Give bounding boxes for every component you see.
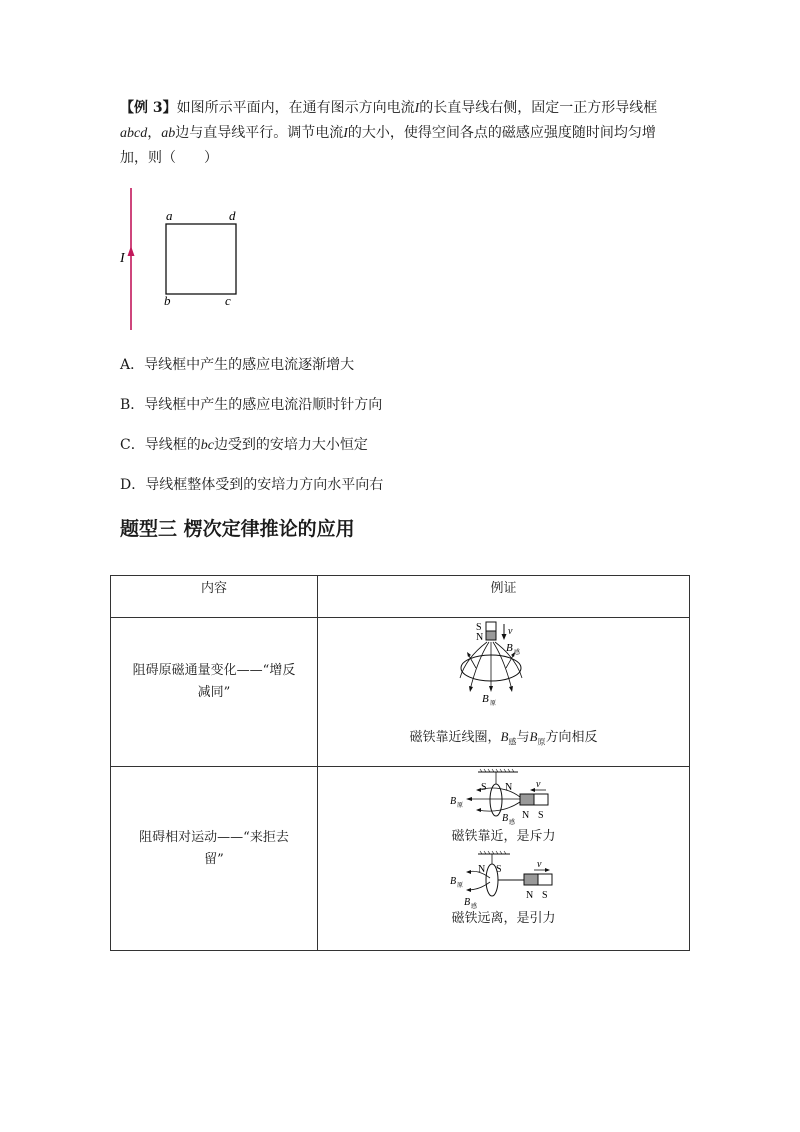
svg-text:B: B (506, 642, 513, 654)
row2-caption-b: 磁铁远离，是引力 (451, 911, 556, 926)
svg-text:感: 感 (509, 820, 516, 826)
example-marker: 【例 3】 (120, 100, 177, 116)
svg-text:N: N (505, 782, 513, 793)
svg-text:N: N (478, 864, 486, 875)
corner-a: a (166, 208, 173, 223)
svg-text:B: B (450, 796, 457, 807)
example-line-3: 加，则（ ） (120, 150, 218, 166)
row2-content: 阻碍相对运动——“来拒去 留” (139, 830, 289, 867)
option-b: B．导线框中产生的感应电流沿顺时针方向 (120, 397, 383, 413)
example-paragraph (120, 96, 700, 171)
svg-text:S: S (538, 810, 544, 821)
option-c: C．导线框的bc边受到的安培力大小恒定 (120, 437, 368, 453)
header-example: 例证 (490, 581, 517, 596)
magnet-n-pole (486, 631, 496, 640)
magnet-s-pole (486, 622, 496, 631)
section-title: 题型三 楞次定律推论的应用 (120, 518, 355, 540)
current-arrow-icon (128, 246, 135, 256)
svg-text:N: N (476, 632, 484, 643)
svg-text:感: 感 (514, 650, 521, 656)
wire-loop-figure (110, 180, 270, 340)
svg-text:原: 原 (490, 701, 497, 707)
svg-text:v: v (536, 779, 541, 790)
option-a: A．导线框中产生的感应电流逐渐增大 (120, 357, 355, 373)
svg-text:N: N (526, 890, 534, 901)
magnet-s-pole (534, 794, 548, 805)
magnet-s-pole (538, 874, 552, 885)
svg-text:S: S (481, 782, 487, 793)
svg-text:S: S (542, 890, 548, 901)
svg-text:原: 原 (457, 803, 464, 809)
svg-text:B: B (482, 693, 489, 705)
current-label: I (120, 251, 125, 266)
row1-caption: 磁铁靠近线圈，$B_感$与$B_原$方向相反 (409, 729, 598, 747)
magnet-recede-ring-figure (448, 850, 558, 910)
magnet-n-pole (520, 794, 534, 805)
svg-text:B: B (502, 813, 509, 824)
svg-text:B: B (464, 897, 471, 908)
svg-text:S: S (496, 864, 502, 875)
magnet-approach-ring-figure (448, 768, 558, 828)
example-line-2: abcd，ab边与直导线平行。调节电流I的大小，使得空间各点的磁感应强度随时间均匀增 (120, 125, 656, 141)
corner-b: b (164, 293, 171, 308)
svg-text:原: 原 (457, 883, 464, 889)
header-content: 内容 (200, 581, 227, 596)
svg-text:v: v (537, 859, 542, 870)
corner-d: d (229, 208, 236, 223)
option-d: D．导线框整体受到的安培力方向水平向右 (120, 477, 384, 493)
magnet-approach-coil-figure (440, 618, 560, 710)
svg-text:B: B (450, 876, 457, 887)
svg-text:N: N (522, 810, 530, 821)
magnet-n-pole (524, 874, 538, 885)
svg-text:S: S (476, 622, 482, 633)
square-loop (166, 224, 236, 294)
corner-c: c (225, 293, 231, 308)
svg-text:v: v (508, 626, 513, 637)
row2-caption-a: 磁铁靠近，是斥力 (451, 829, 556, 844)
row1-content: 阻碍原磁通量变化——“增反 减同” (132, 663, 296, 700)
example-line-1: 【例 3】如图所示平面内，在通有图示方向电流I的长直导线右侧，固定一正方形导线框 (120, 100, 658, 116)
svg-text:感: 感 (471, 904, 478, 910)
